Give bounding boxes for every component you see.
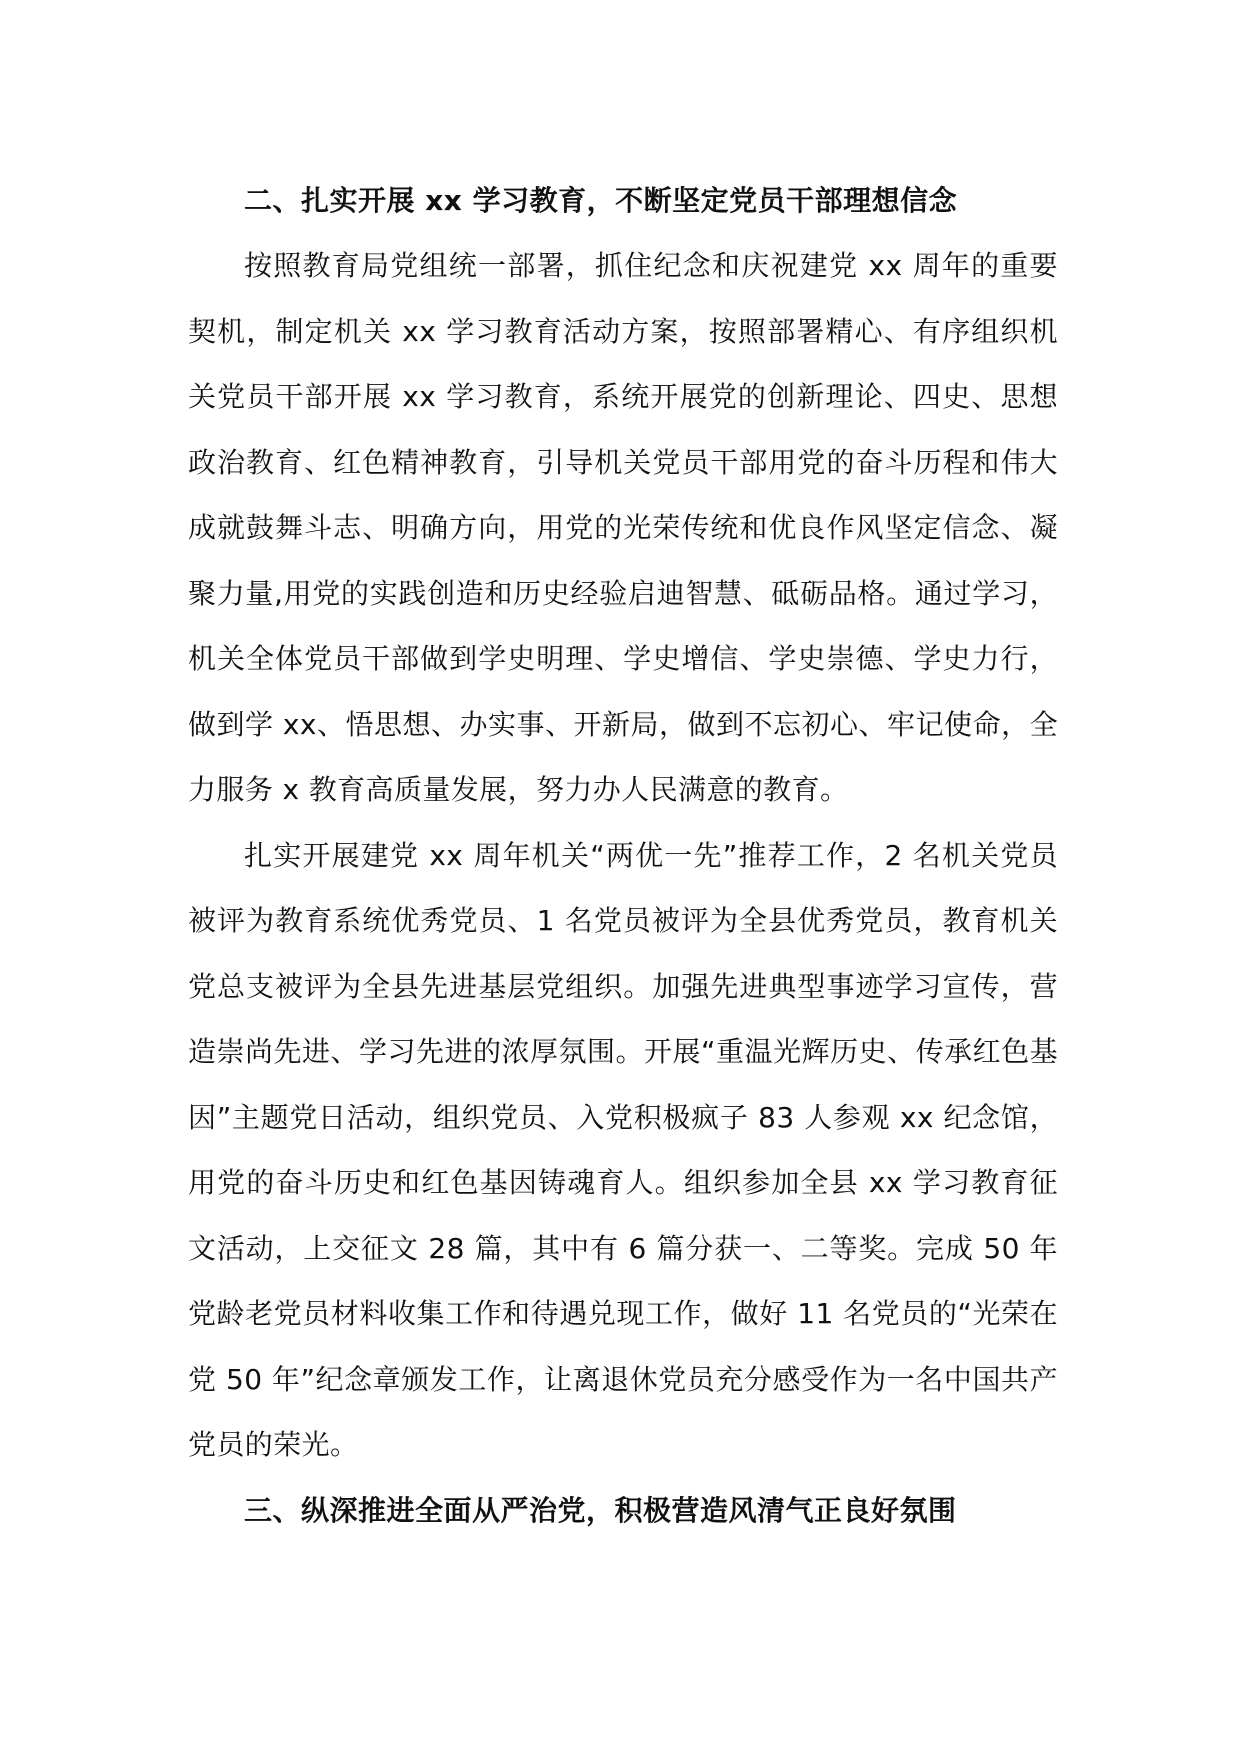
paragraph: 按照教育局党组统一部署，抓住纪念和庆祝建党 xx 周年的重要契机，制定机关 xx 学习教育活动方案，按照部署精心、有序组织机关党员干部开展 xx 学习教育，系统开展党的创新理论、四史、思想政治教育、红色精神教育，引导机关党员干部用党的奋斗历程和伟大成就鼓舞斗志、明确方向，用党的光荣传统和优良作风坚定信念、凝聚力量,用党的实践创造和历史经验启迪智慧、砥砺品格。通过学习，机关全体党员干部做到学史明理、学史增信、学史崇德、学史力行，做到学 xx、悟思想、办实事、开新局，做到不忘初心、牢记使命，全力服务 x 教育高质量发展，努力办人民满意的教育。 bbox=[188, 249, 1058, 806]
paragraph: 扎实开展建党 xx 周年机关“两优一先”推荐工作，2 名机关党员被评为教育系统优秀党员、1 名党员被评为全县优秀党员，教育机关党总支被评为全县先进基层党组织。加强先进典型事迹学习宣传，营造崇尚先进、学习先进的浓厚氛围。开展“重温光辉历史、传承红色基因”主题党日活动，组织党员、入党积极疯子 83 人参观 xx 纪念馆，用党的奋斗历史和红色基因铸魂育人。组织参加全县 xx 学习教育征文活动，上交征文 28 篇，其中有 6 篇分获一、二等奖。完成 50 年党龄老党员材料收集工作和待遇兑现工作，做好 11 名党员的“光荣在党 50 年”纪念章颁发工作，让离退休党员充分感受作为一名中国共产党员的荣光。 bbox=[188, 838, 1058, 1461]
document-body bbox=[188, 168, 1058, 1543]
section-heading-2: 二、扎实开展 xx 学习教育，不断坚定党员干部理想信念 bbox=[244, 184, 958, 217]
section-heading-3: 三、纵深推进全面从严治党，积极营造风清气正良好氛围 bbox=[244, 1493, 957, 1527]
